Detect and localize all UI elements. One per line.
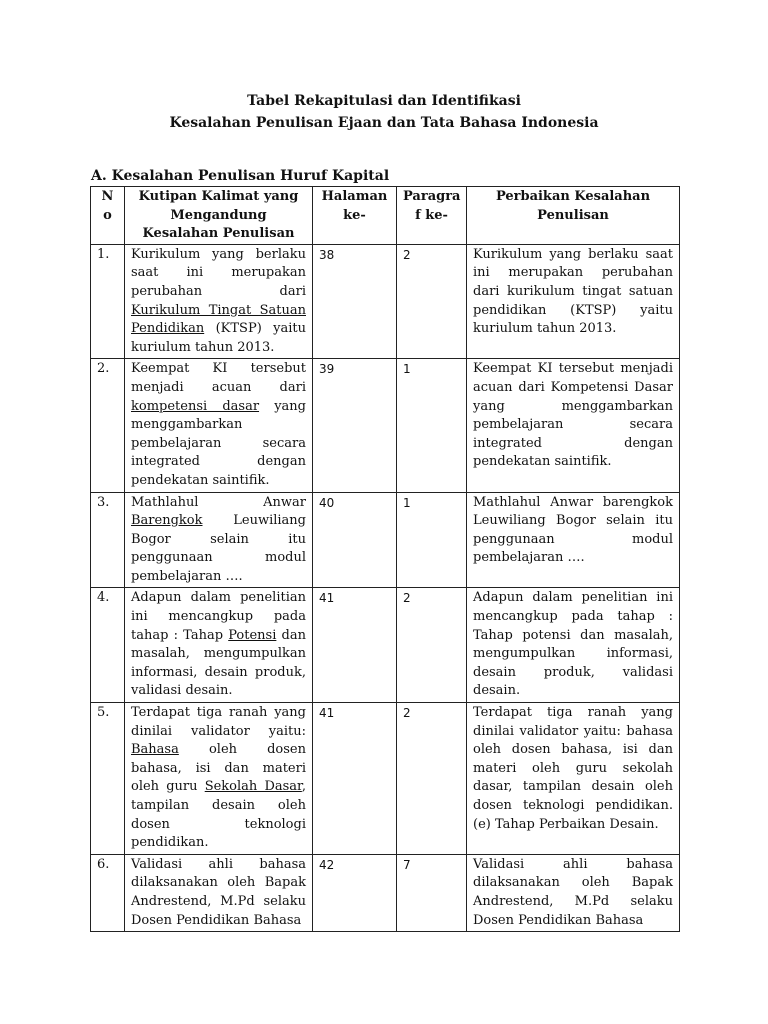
quote-cell	[125, 359, 313, 492]
correction-cell: Mathlahul Anwar barengkok Leuwiliang Bogor selain itu penggunaan modul pembelajaran ….	[467, 492, 680, 588]
quote-text: , tampilan desain oleh dosen teknologi pendidikan.	[131, 779, 306, 851]
header-no: N o	[91, 187, 125, 245]
page-cell: 42	[313, 854, 397, 931]
correction-cell: Adapun dalam penelitian ini mencangkup pada tahap : Tahap potensi dan masalah, mengumpulkan informasi, desain produk, validasi desain.	[467, 588, 680, 703]
error-underline: Potensi	[228, 627, 277, 643]
paragraph-cell: 1	[397, 492, 467, 588]
quote-cell	[125, 703, 313, 855]
table-row	[91, 703, 680, 855]
correction-cell: Validasi ahli bahasa dilaksanakan oleh Bapak Andrestend, M.Pd selaku Dosen Pendidikan Bahasa	[467, 854, 680, 931]
error-underline: Barengkok	[131, 513, 203, 529]
page-cell: 39	[313, 359, 397, 492]
section-heading: A. Kesalahan Penulisan Huruf Kapital	[91, 168, 390, 184]
table-row	[91, 359, 680, 492]
quote-text: Adapun dalam penelitian ini mencangkup pada tahap : Tahap	[131, 590, 306, 643]
correction-cell: Keempat KI tersebut menjadi acuan dari Kompetensi Dasar yang menggambarkan pembelajaran secara integrated dengan pendekatan saintifik.	[467, 359, 680, 492]
row-number: 3.	[91, 492, 125, 588]
error-underline: Bahasa	[131, 742, 179, 758]
quote-cell	[125, 588, 313, 703]
error-underline: Sekolah Dasar	[204, 779, 302, 795]
row-number: 2.	[91, 359, 125, 492]
table-row	[91, 244, 680, 359]
row-number: 4.	[91, 588, 125, 703]
quote-text: Keempat KI tersebut menjadi acuan dari	[131, 361, 306, 395]
quote-text: Mathlahul Anwar	[131, 494, 306, 510]
table-row	[91, 854, 680, 931]
quote-cell	[125, 854, 313, 931]
table-row	[91, 588, 680, 703]
quote-cell	[125, 492, 313, 588]
quote-text: dan masalah, mengumpulkan informasi, desain produk, validasi desain.	[131, 627, 306, 699]
title-line-2: Kesalahan Penulisan Ejaan dan Tata Bahasa Indonesia	[169, 115, 599, 131]
quote-text: (KTSP) yaitu kuriulum tahun 2013.	[131, 321, 306, 355]
paragraph-cell: 7	[397, 854, 467, 931]
header-correction: Perbaikan Kesalahan Penulisan	[467, 187, 680, 245]
header-quote: Kutipan Kalimat yang Mengandung Kesalahan Penulisan	[125, 187, 313, 245]
page-cell: 40	[313, 492, 397, 588]
quote-text: Kurikulum yang berlaku saat ini merupakan perubahan dari	[131, 246, 306, 299]
row-number: 6.	[91, 854, 125, 931]
error-underline: Kurikulum Tingat Satuan Pendidikan	[131, 302, 306, 337]
quote-text: Leuwiliang Bogor selain itu penggunaan modul pembelajaran ….	[131, 513, 306, 584]
table-header-row	[91, 187, 680, 245]
header-paragraph: Paragra f ke-	[397, 187, 467, 245]
correction-cell: Kurikulum yang berlaku saat ini merupakan perubahan dari kurikulum tingat satuan pendidikan (KTSP) yaitu kuriulum tahun 2013.	[467, 244, 680, 359]
paragraph-cell: 2	[397, 703, 467, 855]
header-page: Halaman ke-	[313, 187, 397, 245]
row-number: 1.	[91, 244, 125, 359]
paragraph-cell: 1	[397, 359, 467, 492]
table-row	[91, 492, 680, 588]
paragraph-cell: 2	[397, 244, 467, 359]
paragraph-cell: 2	[397, 588, 467, 703]
row-number: 5.	[91, 703, 125, 855]
document-title	[0, 90, 768, 134]
quote-text: Validasi ahli bahasa dilaksanakan oleh Bapak Andrestend, M.Pd selaku Dosen Pendidikan Bahasa	[131, 856, 306, 928]
correction-cell: Terdapat tiga ranah yang dinilai validator yaitu: bahasa oleh dosen bahasa, isi dan materi oleh guru sekolah dasar, tampilan desain oleh dosen teknologi pendidikan. (e) Tahap Perbaikan Desain.	[467, 703, 680, 855]
quote-text: Terdapat tiga ranah yang dinilai validator yaitu:	[131, 705, 306, 739]
page-cell: 38	[313, 244, 397, 359]
title-line-1: Tabel Rekapitulasi dan Identifikasi	[247, 93, 521, 109]
page-cell: 41	[313, 588, 397, 703]
error-underline: kompetensi dasar	[131, 398, 260, 414]
page-cell: 41	[313, 703, 397, 855]
quote-cell	[125, 244, 313, 359]
quote-text: oleh dosen bahasa, isi dan materi oleh guru	[131, 742, 306, 795]
recap-table	[90, 186, 680, 932]
quote-text: yang menggambarkan pembelajaran secara integrated dengan pendekatan saintifik.	[131, 398, 306, 488]
